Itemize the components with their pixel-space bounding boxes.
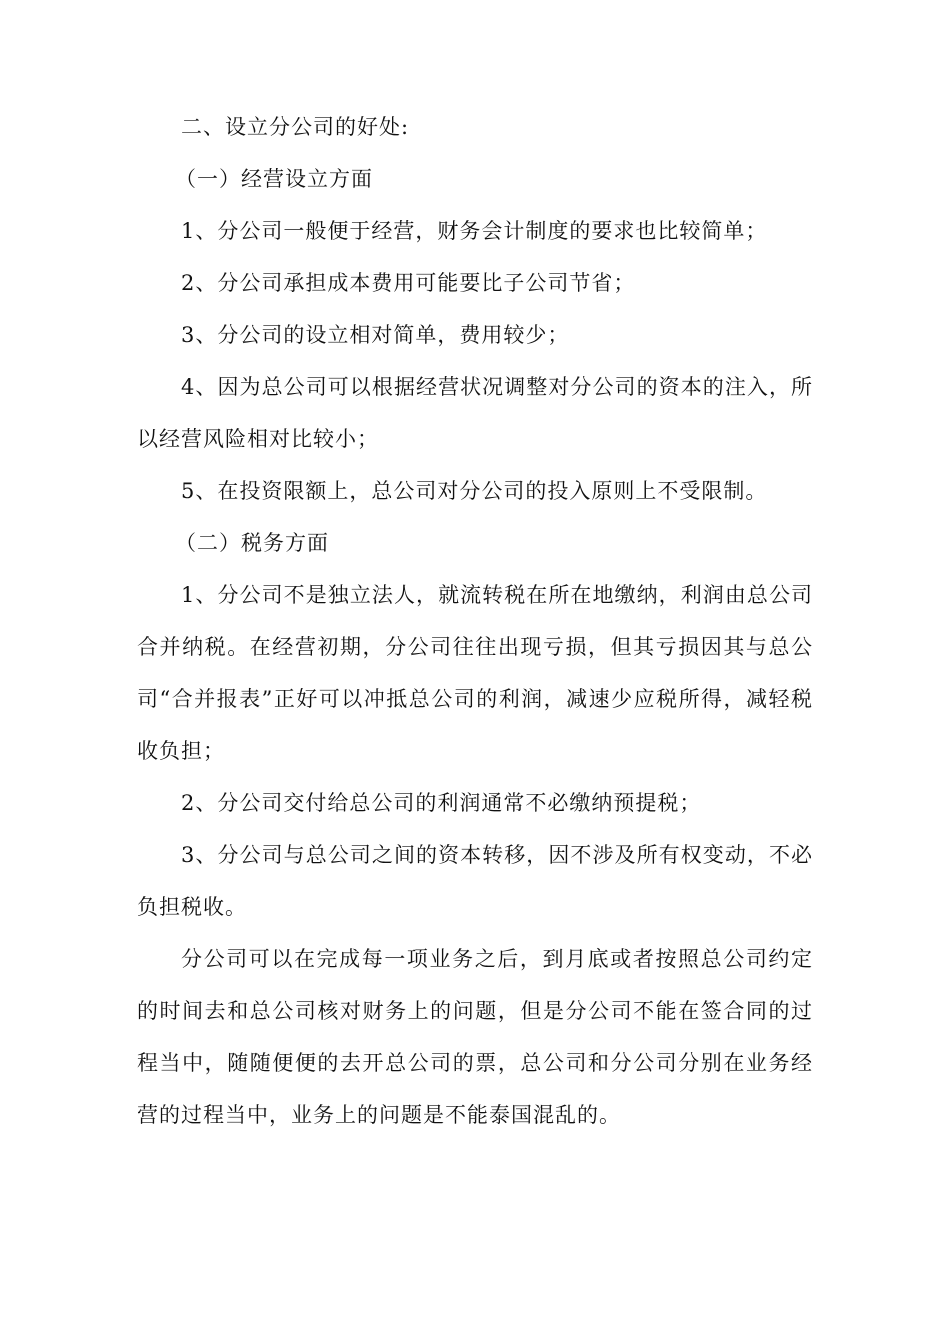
tax-item-1: 1、分公司不是独立法人，就流转税在所在地缴纳，利润由总公司合并纳税。在经营初期，分公司往往出现亏损，但其亏损因其与总公司“合并报表”正好可以冲抵总公司的利润，减速少应税所得，减轻税收负担； (137, 583, 813, 763)
section-heading: 二、设立分公司的好处: (181, 115, 410, 139)
document-body (137, 101, 813, 1141)
operations-item-1: 1、分公司一般便于经营，财务会计制度的要求也比较简单； (181, 219, 768, 243)
operations-item-5: 5、在投资限额上，总公司对分公司的投入原则上不受限制。 (181, 479, 768, 503)
operations-item-4: 4、因为总公司可以根据经营状况调整对分公司的资本的注入，所以经营风险相对比较小； (137, 375, 813, 451)
closing-paragraph: 分公司可以在完成每一项业务之后，到月底或者按照总公司约定的时间去和总公司核对财务上的问题，但是分公司不能在签合同的过程当中，随随便便的去开总公司的票，总公司和分公司分别在业务经营的过程当中，业务上的问题是不能泰国混乱的。 (137, 947, 813, 1127)
subsection-heading-tax: （二）税务方面 (175, 531, 329, 555)
tax-item-3: 3、分公司与总公司之间的资本转移，因不涉及所有权变动，不必负担税收。 (137, 843, 813, 919)
operations-item-3: 3、分公司的设立相对简单，费用较少； (181, 323, 570, 347)
tax-item-2: 2、分公司交付给总公司的利润通常不必缴纳预提税； (181, 791, 702, 815)
operations-item-2: 2、分公司承担成本费用可能要比子公司节省； (181, 271, 636, 295)
subsection-heading-operations: （一）经营设立方面 (175, 167, 373, 191)
